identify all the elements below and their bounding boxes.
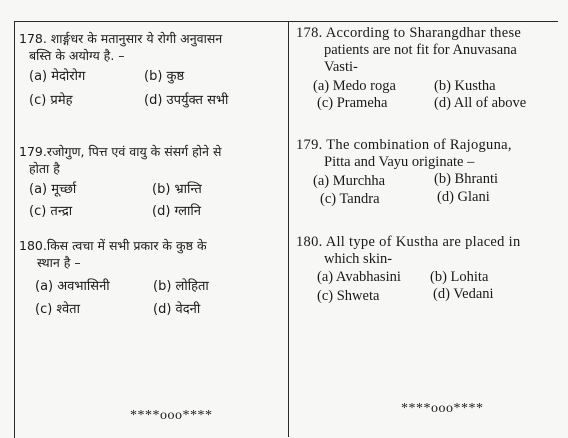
hindi-question-179 xyxy=(19,143,287,223)
option-b: (b) भ्रान्ति xyxy=(152,182,202,197)
option-a: (a) मूर्च्छा xyxy=(29,182,77,197)
question-text-line: 178. According to Sharangdhar these xyxy=(296,25,522,41)
option-b: (b) लोहिता xyxy=(153,279,209,294)
question-text-line: 178. शार्ङ्गधर के मतानुसार ये रोगी अनुवासन xyxy=(19,31,223,46)
option-c: (c) तन्द्रा xyxy=(29,204,73,219)
english-question-179 xyxy=(296,137,554,217)
end-marker-left: ****ooo**** xyxy=(130,408,213,423)
question-text-line: बस्ति के अयोग्य है. – xyxy=(29,48,125,63)
question-text-line: Pitta and Vayu originate – xyxy=(324,154,475,170)
option-b: (b) Lohita xyxy=(430,269,489,285)
option-a: (a) Murchha xyxy=(313,173,386,189)
option-a: (a) Medo roga xyxy=(313,78,396,94)
question-text-line: patients are not fit for Anuvasana xyxy=(324,42,517,58)
option-d: (d) वेदनी xyxy=(153,302,201,317)
option-d: (d) ग्लानि xyxy=(152,204,201,219)
hindi-question-180 xyxy=(19,237,287,327)
question-text-line: Vasti- xyxy=(324,59,358,75)
question-text-line: 179. The combination of Rajoguna, xyxy=(296,137,512,153)
english-question-180 xyxy=(296,234,554,314)
question-text-line: which skin- xyxy=(324,251,393,267)
option-c: (c) Prameha xyxy=(317,95,388,111)
option-c: (c) Tandra xyxy=(320,191,380,207)
option-d: (d) उपर्युक्त सभी xyxy=(144,93,229,108)
option-d: (d) Glani xyxy=(437,189,490,205)
option-b: (b) कुष्ठ xyxy=(144,69,185,84)
option-a: (a) मेदोरोग xyxy=(29,69,86,84)
column-divider xyxy=(288,21,289,437)
hindi-question-178 xyxy=(19,30,287,120)
question-text-line: 179.रजोगुण, पित्त एवं वायु के संसर्ग होने से xyxy=(19,144,222,159)
question-text-line: 180. All type of Kustha are placed in xyxy=(296,234,521,250)
option-a: (a) अवभासिनी xyxy=(35,279,110,294)
option-c: (c) श्वेता xyxy=(35,302,80,317)
end-marker-right: ****ooo**** xyxy=(401,401,484,416)
english-question-178 xyxy=(296,25,554,120)
option-d: (d) All of above xyxy=(434,95,527,111)
question-text-line: 180.किस त्वचा में सभी प्रकार के कुष्ठ के xyxy=(19,238,207,253)
option-b: (b) Kustha xyxy=(434,78,496,94)
question-text-line: होता है xyxy=(29,161,60,176)
option-c: (c) Shweta xyxy=(317,288,380,304)
option-a: (a) Avabhasini xyxy=(317,269,401,285)
option-d: (d) Vedani xyxy=(433,286,494,302)
question-text-line: स्थान है – xyxy=(37,255,81,270)
option-c: (c) प्रमेह xyxy=(29,93,73,108)
option-b: (b) Bhranti xyxy=(434,171,499,187)
